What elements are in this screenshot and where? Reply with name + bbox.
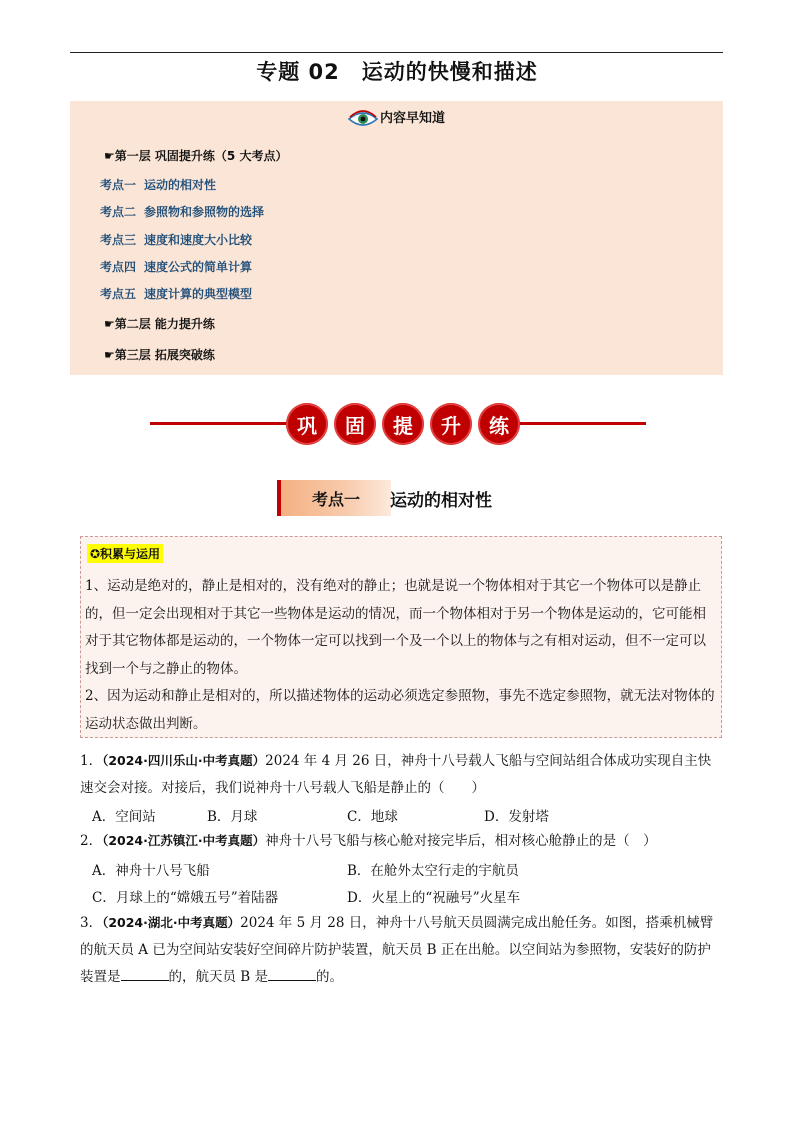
question-source: （2024·江苏镇江·中考真题） [102, 833, 266, 848]
answer-blank-1[interactable] [121, 966, 169, 981]
toc-point-tag: 考点一 [100, 178, 137, 192]
toc-level-1[interactable]: ☛第一层 巩固提升练（5 大考点） [104, 149, 288, 163]
contents-heading-text: 内容早知道 [379, 111, 445, 126]
question-text-end: 的。 [316, 969, 344, 985]
question-1 [80, 747, 724, 802]
toc-level-3[interactable]: ☛第三层 拓展突破练 [104, 348, 215, 362]
title-number: 专题 02 [256, 60, 340, 84]
question-3 [80, 909, 724, 991]
eye-icon [348, 110, 378, 128]
question-number: 1． [80, 753, 103, 769]
toc-point-name: 速度和速度大小比较 [144, 233, 253, 247]
section-banner [286, 403, 520, 445]
question-source: （2024·湖北·中考真题） [102, 915, 241, 930]
question-text: 2024 年 5 月 28 日，神舟十八号航天员圆满完成出舱任务。如图，搭乘机械臂的航天员 A 已为空间站安装好空间碎片防护装置，航天员 B 正在出舱。以空间站为参照物，安装好的防护装置是 [80, 915, 714, 985]
question-2 [80, 827, 724, 855]
toc-point-name: 参照物和参照物的选择 [144, 205, 265, 219]
title-topic: 运动的快慢和描述 [361, 60, 538, 84]
banner-char: 提 [382, 403, 424, 445]
option-b[interactable]: B．月球 [207, 809, 258, 825]
question-source: （2024·四川乐山·中考真题） [102, 753, 266, 768]
banner-char: 固 [334, 403, 376, 445]
toc-point-2[interactable] [100, 203, 264, 220]
question-text: 2024 年 4 月 26 日，神舟十八号载人飞船与空间站组合体成功实现自主快速交会对接。对接后，我们说神舟十八号载人飞船是静止的（ ） [80, 753, 712, 796]
knowledge-box [80, 536, 722, 738]
toc-point-name: 运动的相对性 [144, 178, 217, 192]
banner-char: 升 [430, 403, 472, 445]
contents-heading [70, 107, 723, 128]
banner-line-left [150, 422, 290, 425]
question-number: 2． [80, 833, 103, 849]
knowledge-paragraph-2: 2、因为运动和静止是相对的，所以描述物体的运动必须选定参照物，事先不选定参照物，就无法对物体的运动状态做出判断。 [85, 688, 715, 732]
knowledge-paragraph-1: 1、运动是绝对的，静止是相对的，没有绝对的静止；也就是说一个物体相对于其它一个物体可以是静止的，但一定会出现相对于其它一些物体是运动的情况，而一个物体相对于另一个物体是运动的，它可能相对于其它物体都是运动的，一个物体一定可以找到一个及一个以上的物体与之有相对运动，但不一定可以找到一个与之静止的物体。 [85, 578, 706, 677]
option-a[interactable]: A．空间站 [92, 809, 156, 825]
option-d[interactable]: D．发射塔 [484, 809, 549, 825]
question-text-mid: 的，航天员 B 是 [168, 969, 269, 985]
toc-point-tag: 考点四 [100, 260, 137, 274]
section-tag: 考点一 [277, 480, 391, 516]
contents-box [70, 101, 723, 375]
toc-point-name: 速度公式的简单计算 [144, 260, 253, 274]
option-c[interactable]: C．地球 [347, 809, 398, 825]
banner-char: 巩 [286, 403, 328, 445]
option-d[interactable]: D．火星上的“祝融号”火星车 [347, 890, 521, 906]
toc-point-1[interactable] [100, 176, 216, 193]
toc-point-5[interactable] [100, 285, 252, 302]
section-title: 运动的相对性 [390, 491, 492, 511]
knowledge-tag: ✪积累与运用 [87, 544, 163, 563]
toc-point-tag: 考点三 [100, 233, 137, 247]
header-rule [70, 52, 723, 53]
toc-point-name: 速度计算的典型模型 [144, 287, 253, 301]
toc-point-4[interactable] [100, 258, 252, 275]
toc-level-2[interactable]: ☛第二层 能力提升练 [104, 317, 215, 331]
question-number: 3． [80, 915, 103, 931]
page-title [0, 56, 794, 86]
toc-point-tag: 考点五 [100, 287, 137, 301]
knowledge-text [85, 573, 719, 738]
option-b[interactable]: B．在舱外太空行走的宇航员 [347, 863, 519, 879]
banner-line-right [506, 422, 646, 425]
question-text: 神舟十八号飞船与核心舱对接完毕后，相对核心舱静止的是（ ） [265, 833, 657, 849]
toc-point-3[interactable] [100, 231, 252, 248]
option-a[interactable]: A．神舟十八号飞船 [92, 863, 210, 879]
option-c[interactable]: C．月球上的“嫦娥五号”着陆器 [92, 890, 279, 906]
answer-blank-2[interactable] [268, 966, 316, 981]
toc-point-tag: 考点二 [100, 205, 137, 219]
banner-char: 练 [478, 403, 520, 445]
